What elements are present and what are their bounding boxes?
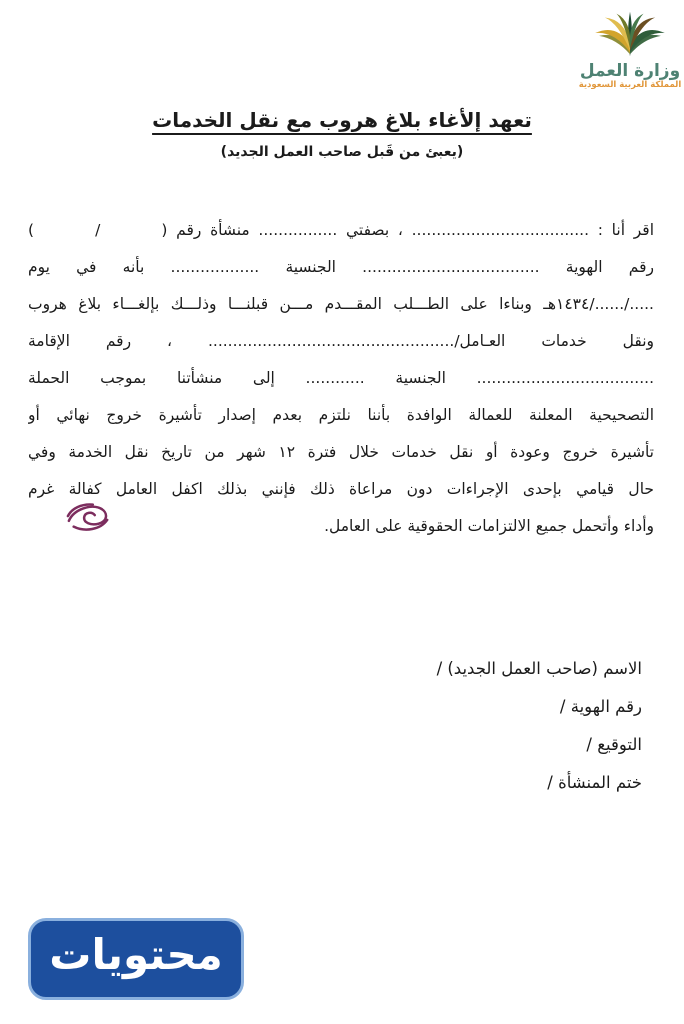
signature-name-line: الاسم (صاحب العمل الجديد) / <box>436 659 642 678</box>
form-line: .................................... الجنسية ............ إلى منشأتنا بموجب الحملة <box>28 369 654 387</box>
form-line: اقر أنا : .................................... ، بصفتي ................ منشأة رقم ( / ) <box>28 221 654 239</box>
watermark-label: محتويات <box>49 930 223 979</box>
watermark-badge <box>28 918 244 1000</box>
signature-sign-line: التوقيع / <box>586 735 642 754</box>
form-line: ونقل خدمات العـامل/.................................................. ، رقم الإقامة <box>28 332 654 350</box>
form-line: وأداء وأتحمل جميع الالتزامات الحقوقية على العامل. <box>324 517 654 535</box>
palm-tree-icon <box>586 4 674 62</box>
form-line: ...../....../١٤٣٤هـ وبناءا على الطـــلب المقـــدم مـــن قبلنـــا وذلـــك بإلغـــاء بلاغ هروب <box>28 295 654 313</box>
ministry-logo <box>560 4 684 91</box>
ministry-name: وزارة العمل <box>579 61 681 81</box>
country-name: المملكة العربية السعودية <box>578 80 682 90</box>
eye-swirl-icon <box>66 500 112 536</box>
document-subtitle: (يعبئ من قَبل صاحب العمل الجديد) <box>220 144 464 160</box>
form-line: التصحيحية المعلنة للعمالة الوافدة بأننا نلتزم بعدم إصدار تأشيرة خروج نهائي أو <box>28 406 654 424</box>
form-line: حال قيامي بإحدى الإجراءات دون مراعاة ذلك فإنني بذلك اكفل العامل كفالة غرم <box>28 480 654 498</box>
document-title: تعهد إلأغاء بلاغ هروب مع نقل الخدمات <box>152 108 532 132</box>
signature-block <box>437 650 642 802</box>
form-line: تأشيرة خروج وعودة أو نقل خدمات خلال فترة ١٢ شهر من تاريخ نقل الخدمة وفي <box>28 443 654 461</box>
form-line: رقم الهوية .................................... الجنسية .................. بأنه في يوم <box>28 258 654 276</box>
signature-id-line: رقم الهوية / <box>559 697 642 716</box>
signature-stamp-line: ختم المنشأة / <box>547 773 642 792</box>
pledge-paragraph <box>28 212 654 545</box>
